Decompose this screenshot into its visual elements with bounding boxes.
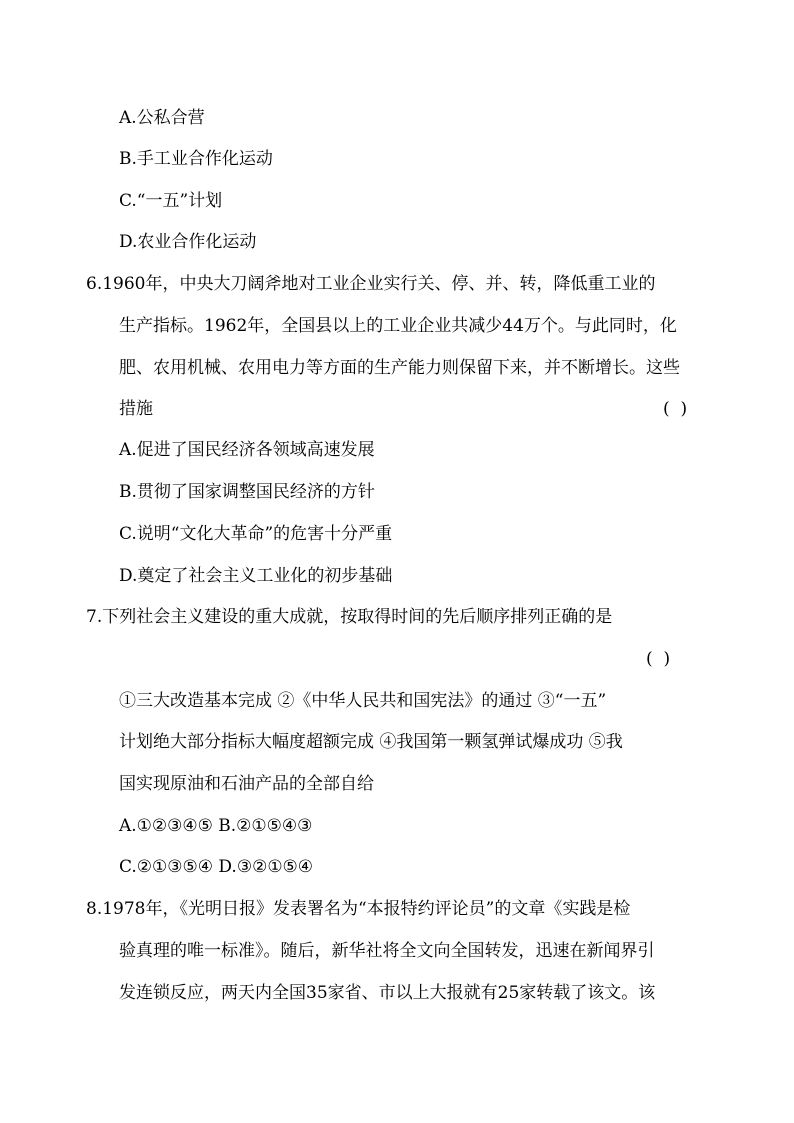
- q6-option-b: B.贯彻了国家调整国民经济的方针: [119, 482, 375, 502]
- q6-stem-line-4: 措施: [119, 399, 153, 419]
- q5-option-d: D.农业合作化运动: [119, 232, 257, 252]
- q5-option-c: C.“一五”计划: [119, 191, 223, 211]
- q7-answer-paren: ( ): [646, 649, 671, 669]
- q6-option-d: D.奠定了社会主义工业化的初步基础: [119, 566, 393, 586]
- q7-items-line-3: 国实现原油和石油产品的全部自给: [119, 774, 374, 794]
- q6-stem-line-3: 肥、农用机械、农用电力等方面的生产能力则保留下来，并不断增长。这些: [119, 358, 680, 378]
- q7-items-line-1: ①三大改造基本完成 ②《中华人民共和国宪法》的通过 ③“一五”: [119, 691, 607, 711]
- q6-stem-line-2: 生产指标。1962年，全国县以上的工业企业共减少44万个。与此同时，化: [119, 316, 677, 336]
- q7-options-cd: C.②①③⑤④ D.③②①⑤④: [119, 857, 314, 877]
- q6-option-c: C.说明“文化大革命”的危害十分严重: [119, 524, 393, 544]
- q7-stem-line-1: 7.下列社会主义建设的重大成就，按取得时间的先后顺序排列正确的是: [86, 607, 613, 627]
- q5-option-b: B.手工业合作化运动: [119, 149, 273, 169]
- q6-option-a: A.促进了国民经济各领域高速发展: [119, 440, 375, 460]
- q8-stem-line-2: 验真理的唯一标准》。随后，新华社将全文向全国转发，迅速在新闻界引: [119, 941, 655, 961]
- q5-option-a: A.公私合营: [119, 108, 205, 128]
- q7-items-line-2: 计划绝大部分指标大幅度超额完成 ④我国第一颗氢弹试爆成功 ⑤我: [119, 732, 623, 752]
- q6-stem-line-1: 6.1960年，中央大刀阔斧地对工业企业实行关、停、并、转，降低重工业的: [86, 274, 656, 294]
- q8-stem-line-1: 8.1978年，《光明日报》发表署名为“本报特约评论员”的文章《实践是检: [86, 899, 631, 919]
- q7-options-ab: A.①②③④⑤ B.②①⑤④③: [119, 816, 313, 836]
- q8-stem-line-3: 发连锁反应，两天内全国35家省、市以上大报就有25家转载了该文。该: [119, 983, 656, 1003]
- q6-answer-paren: ( ): [663, 399, 688, 419]
